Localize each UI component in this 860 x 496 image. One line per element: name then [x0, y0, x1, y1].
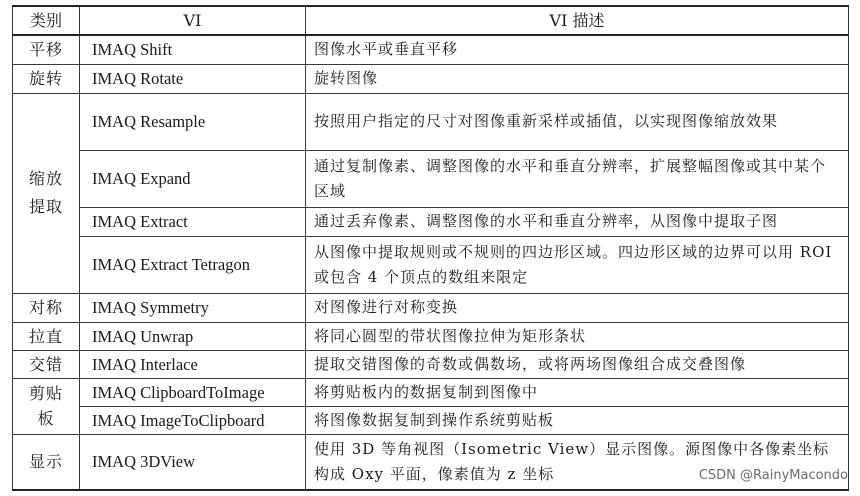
category-cell: 缩放 提取 [13, 93, 80, 293]
description-cell: 对图像进行对称变换 [306, 293, 849, 322]
vi-cell: IMAQ Interlace [80, 350, 306, 378]
category-cell: 剪贴板 [13, 378, 80, 434]
header-description: VI 描述 [306, 6, 849, 35]
vi-cell: IMAQ Rotate [80, 64, 306, 93]
description-cell: 通过复制像素、调整图像的水平和垂直分辨率，扩展整幅图像或其中某个区域 [306, 150, 849, 207]
header-vi: VI [80, 6, 306, 35]
vi-cell: IMAQ Expand [80, 150, 306, 207]
table-row [13, 322, 849, 350]
table-header-row [13, 6, 849, 35]
vi-cell: IMAQ Unwrap [80, 322, 306, 350]
vi-cell: IMAQ Resample [80, 93, 306, 150]
table-row [13, 406, 849, 434]
description-cell: 使用 3D 等角视图（Isometric View）显示图像。源图像中各像素坐标构成 Oxy 平面，像素值为 z 坐标 [306, 434, 849, 490]
category-cell: 显示 [13, 434, 80, 490]
description-cell: 按照用户指定的尺寸对图像重新采样或插值，以实现图像缩放效果 [306, 93, 849, 150]
vi-table [12, 5, 849, 491]
vi-cell: IMAQ ImageToClipboard [80, 406, 306, 434]
description-cell: 将剪贴板内的数据复制到图像中 [306, 378, 849, 406]
vi-cell: IMAQ ClipboardToImage [80, 378, 306, 406]
vi-cell: IMAQ Shift [80, 35, 306, 64]
header-category: 类别 [13, 6, 80, 35]
table-row [13, 207, 849, 236]
category-cell: 交错 [13, 350, 80, 378]
category-cell: 旋转 [13, 64, 80, 93]
vi-cell: IMAQ Symmetry [80, 293, 306, 322]
watermark: CSDN @RainyMacondo [698, 468, 848, 483]
description-cell: 提取交错图像的奇数或偶数场，或将两场图像组合成交叠图像 [306, 350, 849, 378]
category-cell: 拉直 [13, 322, 80, 350]
description-cell: 通过丢弃像素、调整图像的水平和垂直分辨率，从图像中提取子图 [306, 207, 849, 236]
vi-cell: IMAQ 3DView [80, 434, 306, 490]
table-row [13, 64, 849, 93]
description-cell: 将同心圆型的带状图像拉伸为矩形条状 [306, 322, 849, 350]
description-cell: 图像水平或垂直平移 [306, 35, 849, 64]
table-row [13, 293, 849, 322]
table-row [13, 150, 849, 207]
table-row [13, 378, 849, 406]
description-cell: 旋转图像 [306, 64, 849, 93]
description-cell: 将图像数据复制到操作系统剪贴板 [306, 406, 849, 434]
category-cell: 对称 [13, 293, 80, 322]
description-cell: 从图像中提取规则或不规则的四边形区域。四边形区域的边界可以用 ROI 或包含 4 个顶点的数组来限定 [306, 236, 849, 293]
vi-cell: IMAQ Extract Tetragon [80, 236, 306, 293]
table-row [13, 35, 849, 64]
vi-cell: IMAQ Extract [80, 207, 306, 236]
table-row [13, 93, 849, 150]
table-row [13, 236, 849, 293]
table-row [13, 350, 849, 378]
category-cell: 平移 [13, 35, 80, 64]
